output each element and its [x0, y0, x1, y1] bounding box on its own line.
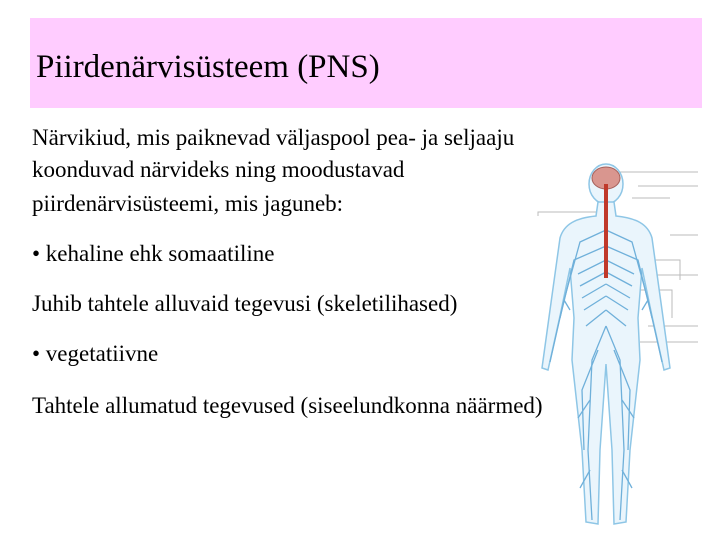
intro-line-1: Närvikiud, mis paiknevad väljaspool pea- ja seljaaju — [32, 125, 515, 150]
bullet-somatic: • kehaline ehk somaatiline — [32, 241, 275, 266]
bullet-vegetative: • vegetatiivne — [32, 341, 159, 366]
bullet-vegetative-desc: Tahtele allumatud tegevused (siseelundkonna näärmed) — [32, 393, 543, 418]
slide-title: Piirdenärvisüsteem (PNS) — [36, 49, 380, 85]
nervous-system-figure-icon — [520, 150, 720, 540]
intro-line-2: koonduvad närvideks ning moodustavad — [32, 157, 405, 182]
title-bar — [30, 18, 702, 108]
intro-line-3: piirdenärvisüsteemi, mis jaguneb: — [32, 191, 344, 216]
bullet-somatic-desc: Juhib tahtele alluvaid tegevusi (skeletilihased) — [32, 291, 458, 316]
